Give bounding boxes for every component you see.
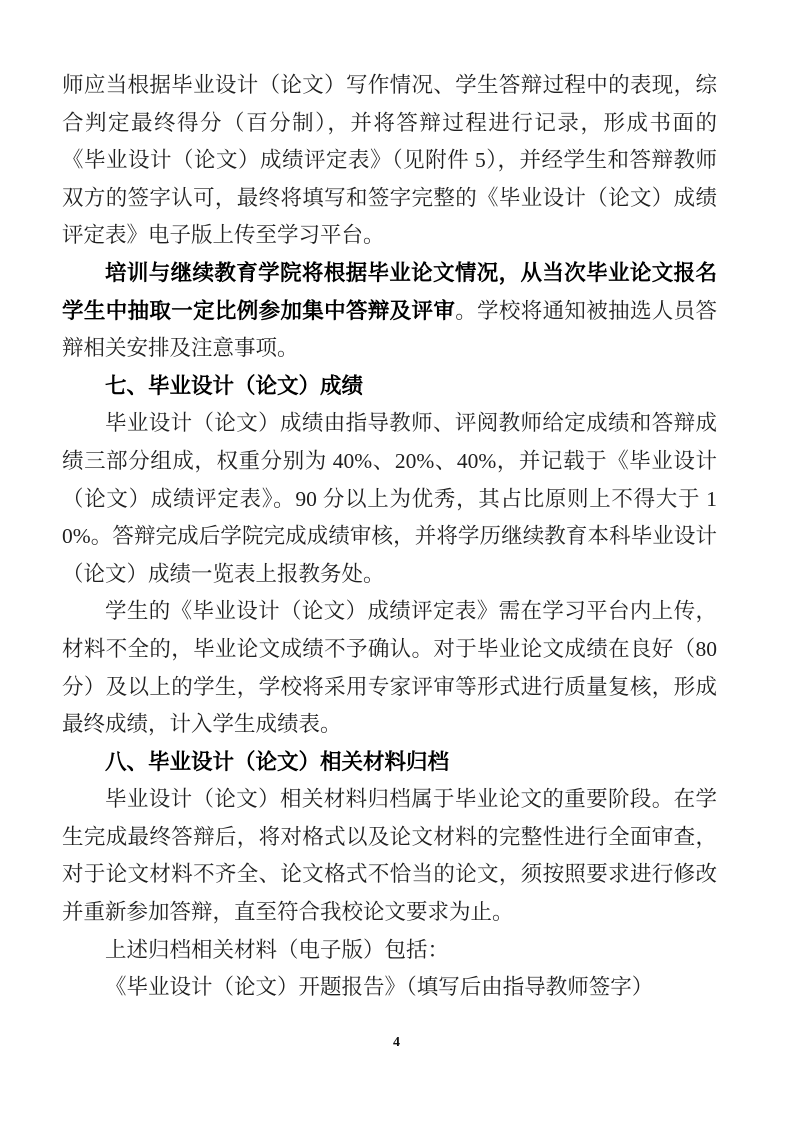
page-number: 4 [393,1035,400,1050]
paragraph-defense-sampling [62,255,717,368]
paragraph-grade-upload-review: 学生的《毕业设计（论文）成绩评定表》需在学习平台内上传，材料不全的，毕业论文成绩不予确认。对于毕业论文成绩在良好（80分）及以上的学生，学校将采用专家评审等形式进行质量复核，形成最终成绩，计入学生成绩表。 [62,599,717,737]
paragraph-defense-sampling-regular-text: 。学校将通知被抽选人员答辩相关安排及注意事项。 [62,298,717,361]
paragraph-grade-composition: 毕业设计（论文）成绩由指导教师、评阅教师给定成绩和答辩成绩三部分组成，权重分别为 40%、20%、40%，并记载于《毕业设计（论文）成绩评定表》。90 分以上为优秀，其占比原则上不得大于 10%。答辩完成后学院完成成绩审核，并将学历继续教育本科毕业设计（论文）成绩一览表上报教务处。 [62,411,717,586]
section-heading-7-thesis-grade: 七、毕业设计（论文）成绩 [105,373,364,398]
paragraph-grade-evaluation-continuation: 师应当根据毕业设计（论文）写作情况、学生答辩过程中的表现，综合判定最终得分（百分制），并将答辩过程进行记录，形成书面的《毕业设计（论文）成绩评定表》（见附件 5），并经学生和答辩教师双方的签字认可，最终将填写和签字完整的《毕业设计（论文）成绩评定表》电子版上传至学习平台。 [62,73,717,248]
document-body [62,67,717,1007]
paragraph-defense-sampling-bold-text: 培训与继续教育学院将根据毕业论文情况，从当次毕业论文报名学生中抽取一定比例参加集中答辩及评审 [62,260,717,323]
section-heading-8-material-archiving: 八、毕业设计（论文）相关材料归档 [105,749,450,774]
paragraph-archive-item-proposal-report: 《毕业设计（论文）开题报告》（填写后由指导教师签字） [105,975,654,1000]
paragraph-archive-materials-intro: 上述归档相关材料（电子版）包括： [105,937,450,962]
paragraph-archiving-requirements: 毕业设计（论文）相关材料归档属于毕业论文的重要阶段。在学生完成最终答辩后，将对格式以及论文材料的完整性进行全面审查，对于论文材料不齐全、论文格式不恰当的论文，须按照要求进行修改并重新参加答辩，直至符合我校论文要求为止。 [62,787,717,925]
